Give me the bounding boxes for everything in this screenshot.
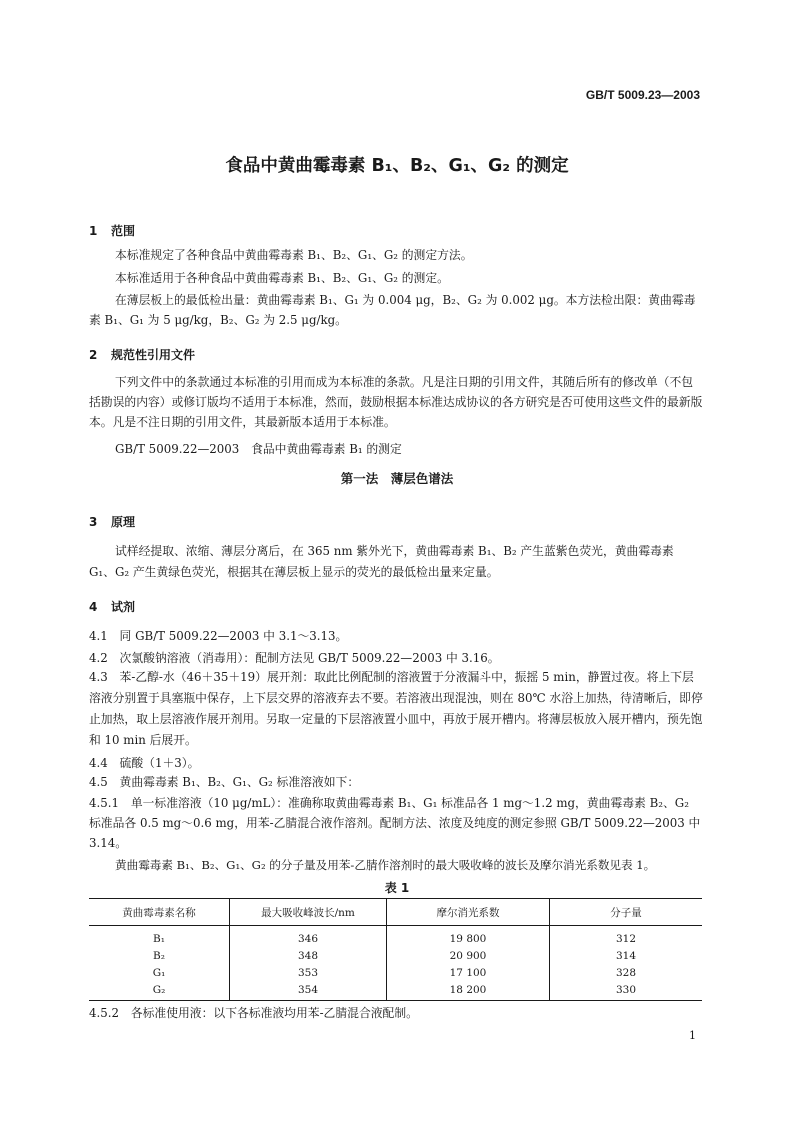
scope-paragraph-3: 在薄层板上的最低检出量：黄曲霉毒素 B₁、G₁ 为 0.004 μg，B₂、G₂ 为 0.002 μg。本方法检出限：黄曲霉毒素 B₁、G₁ 为 5 μg/kg，B₂、G₂ 为 2.5 μg/kg。 [89,293,696,327]
section-4-heading [89,598,135,615]
section-number: 1 [89,224,98,238]
section-title: 原理 [111,515,136,529]
document-title: 食品中黄曲霉毒素 B₁、B₂、G₁、G₂ 的测定 [225,156,569,176]
section-number: 2 [89,348,98,362]
normative-reference-item: GB/T 5009.22—2003 食品中黄曲霉毒素 B₁ 的测定 [115,442,402,456]
table-cell: 19 800 [387,926,550,948]
table-cell: 346 [230,926,387,948]
table-row [89,981,702,1001]
section-2-heading [89,346,195,363]
table-cell: 348 [230,947,387,964]
section-1-heading [89,222,135,239]
table-cell: B₁ [153,932,165,945]
table-cell: 312 [550,926,703,948]
scope-paragraph-2: 本标准适用于各种食品中黄曲霉毒素 B₁、B₂、G₁、G₂ 的测定。 [115,271,449,285]
clause-4-5-2: 4.5.2 各标准使用液：以下各标准液均用苯-乙腈混合液配制。 [89,1006,418,1020]
clause-4-5-1: 4.5.1 单一标准溶液（10 μg/mL）：准确称取黄曲霉毒素 B₁、G₁ 标准品各 1 mg～1.2 mg，黄曲霉毒素 B₂、G₂ 标准品各 0.5 mg～0.6 mg，用苯-乙腈混合液作溶剂。配制方法、浓度及纯度的测定参照 GB/T 5009.22—2003 中 3.14。 [89,796,701,850]
section-title: 范围 [111,224,136,238]
clause-4-5-1-note: 黄曲霉毒素 B₁、B₂、G₁、G₂ 的分子量及用苯-乙腈作溶剂时的最大吸收峰的波长及摩尔消光系数见表 1。 [115,858,656,872]
table-header-cell: 最大吸收峰波长/nm [230,899,387,926]
method-title: 第一法 薄层色谱法 [340,471,454,486]
table-cell: 20 900 [387,947,550,964]
clause-4-5: 4.5 黄曲霉毒素 B₁、B₂、G₁、G₂ 标准溶液如下： [89,775,360,789]
table-cell: G₂ [152,983,166,996]
table-header-cell: 摩尔消光系数 [387,899,550,926]
table-cell: 328 [550,964,703,981]
normative-references-paragraph: 下列文件中的条款通过本标准的引用而成为本标准的条款。凡是注日期的引用文件，其随后所有的修改单（不包括勘误的内容）或修订版均不适用于本标准，然而，鼓励根据本标准达成协议的各方研究是否可使用这些文件的最新版本。凡是不注日期的引用文件，其最新版本适用于本标准。 [89,375,703,429]
table-caption: 表 1 [384,881,410,895]
table-row [89,947,702,964]
table-header-cell: 分子量 [550,899,703,926]
table-row [89,964,702,981]
molecular-data-table [89,898,702,1001]
table-cell: 330 [550,981,703,1001]
page-number: 1 [689,1029,696,1042]
scope-paragraph-1: 本标准规定了各种食品中黄曲霉毒素 B₁、B₂、G₁、G₂ 的测定方法。 [115,248,473,262]
table-row [89,926,702,948]
section-number: 3 [89,515,98,529]
table-cell: 354 [230,981,387,1001]
section-number: 4 [89,600,98,614]
section-title: 规范性引用文件 [111,348,196,362]
clause-4-3: 4.3 苯-乙醇-水（46＋35＋19）展开剂：取此比例配制的溶液置于分液漏斗中，振摇 5 min，静置过夜。将上下层溶液分别置于具塞瓶中保存，上下层交界的溶液弃去不要。若溶液出现混浊，则在 80℃ 水浴上加热，待清晰后，即停止加热，取上层溶液作展开剂用。另取一定量的下层溶液置小皿中，再放于展开槽内。将薄层板放入展开槽内，预先饱和 10 min 后展开。 [89,670,703,747]
table-header-cell: 黄曲霉毒素名称 [89,899,230,926]
table-cell: B₂ [153,949,165,962]
clause-4-1: 4.1 同 GB/T 5009.22—2003 中 3.1～3.13。 [89,629,348,643]
table-cell: 17 100 [387,964,550,981]
table-cell: G₁ [152,966,166,979]
clause-4-4: 4.4 硫酸（1＋3）。 [89,756,200,770]
section-title: 试剂 [111,600,136,614]
table-cell: 353 [230,964,387,981]
clause-4-2: 4.2 次氯酸钠溶液（消毒用）：配制方法见 GB/T 5009.22—2003 中 3.16。 [89,651,500,665]
table-cell: 314 [550,947,703,964]
principle-paragraph: 试样经提取、浓缩、薄层分离后，在 365 nm 紫外光下，黄曲霉毒素 B₁、B₂ 产生蓝紫色荧光，黄曲霉毒素 G₁、G₂ 产生黄绿色荧光，根据其在薄层板上显示的荧光的最低检出量来定量。 [89,544,674,579]
table-cell: 18 200 [387,981,550,1001]
section-3-heading [89,513,135,530]
table-header-row [89,899,702,926]
standard-number: GB/T 5009.23—2003 [585,88,700,102]
